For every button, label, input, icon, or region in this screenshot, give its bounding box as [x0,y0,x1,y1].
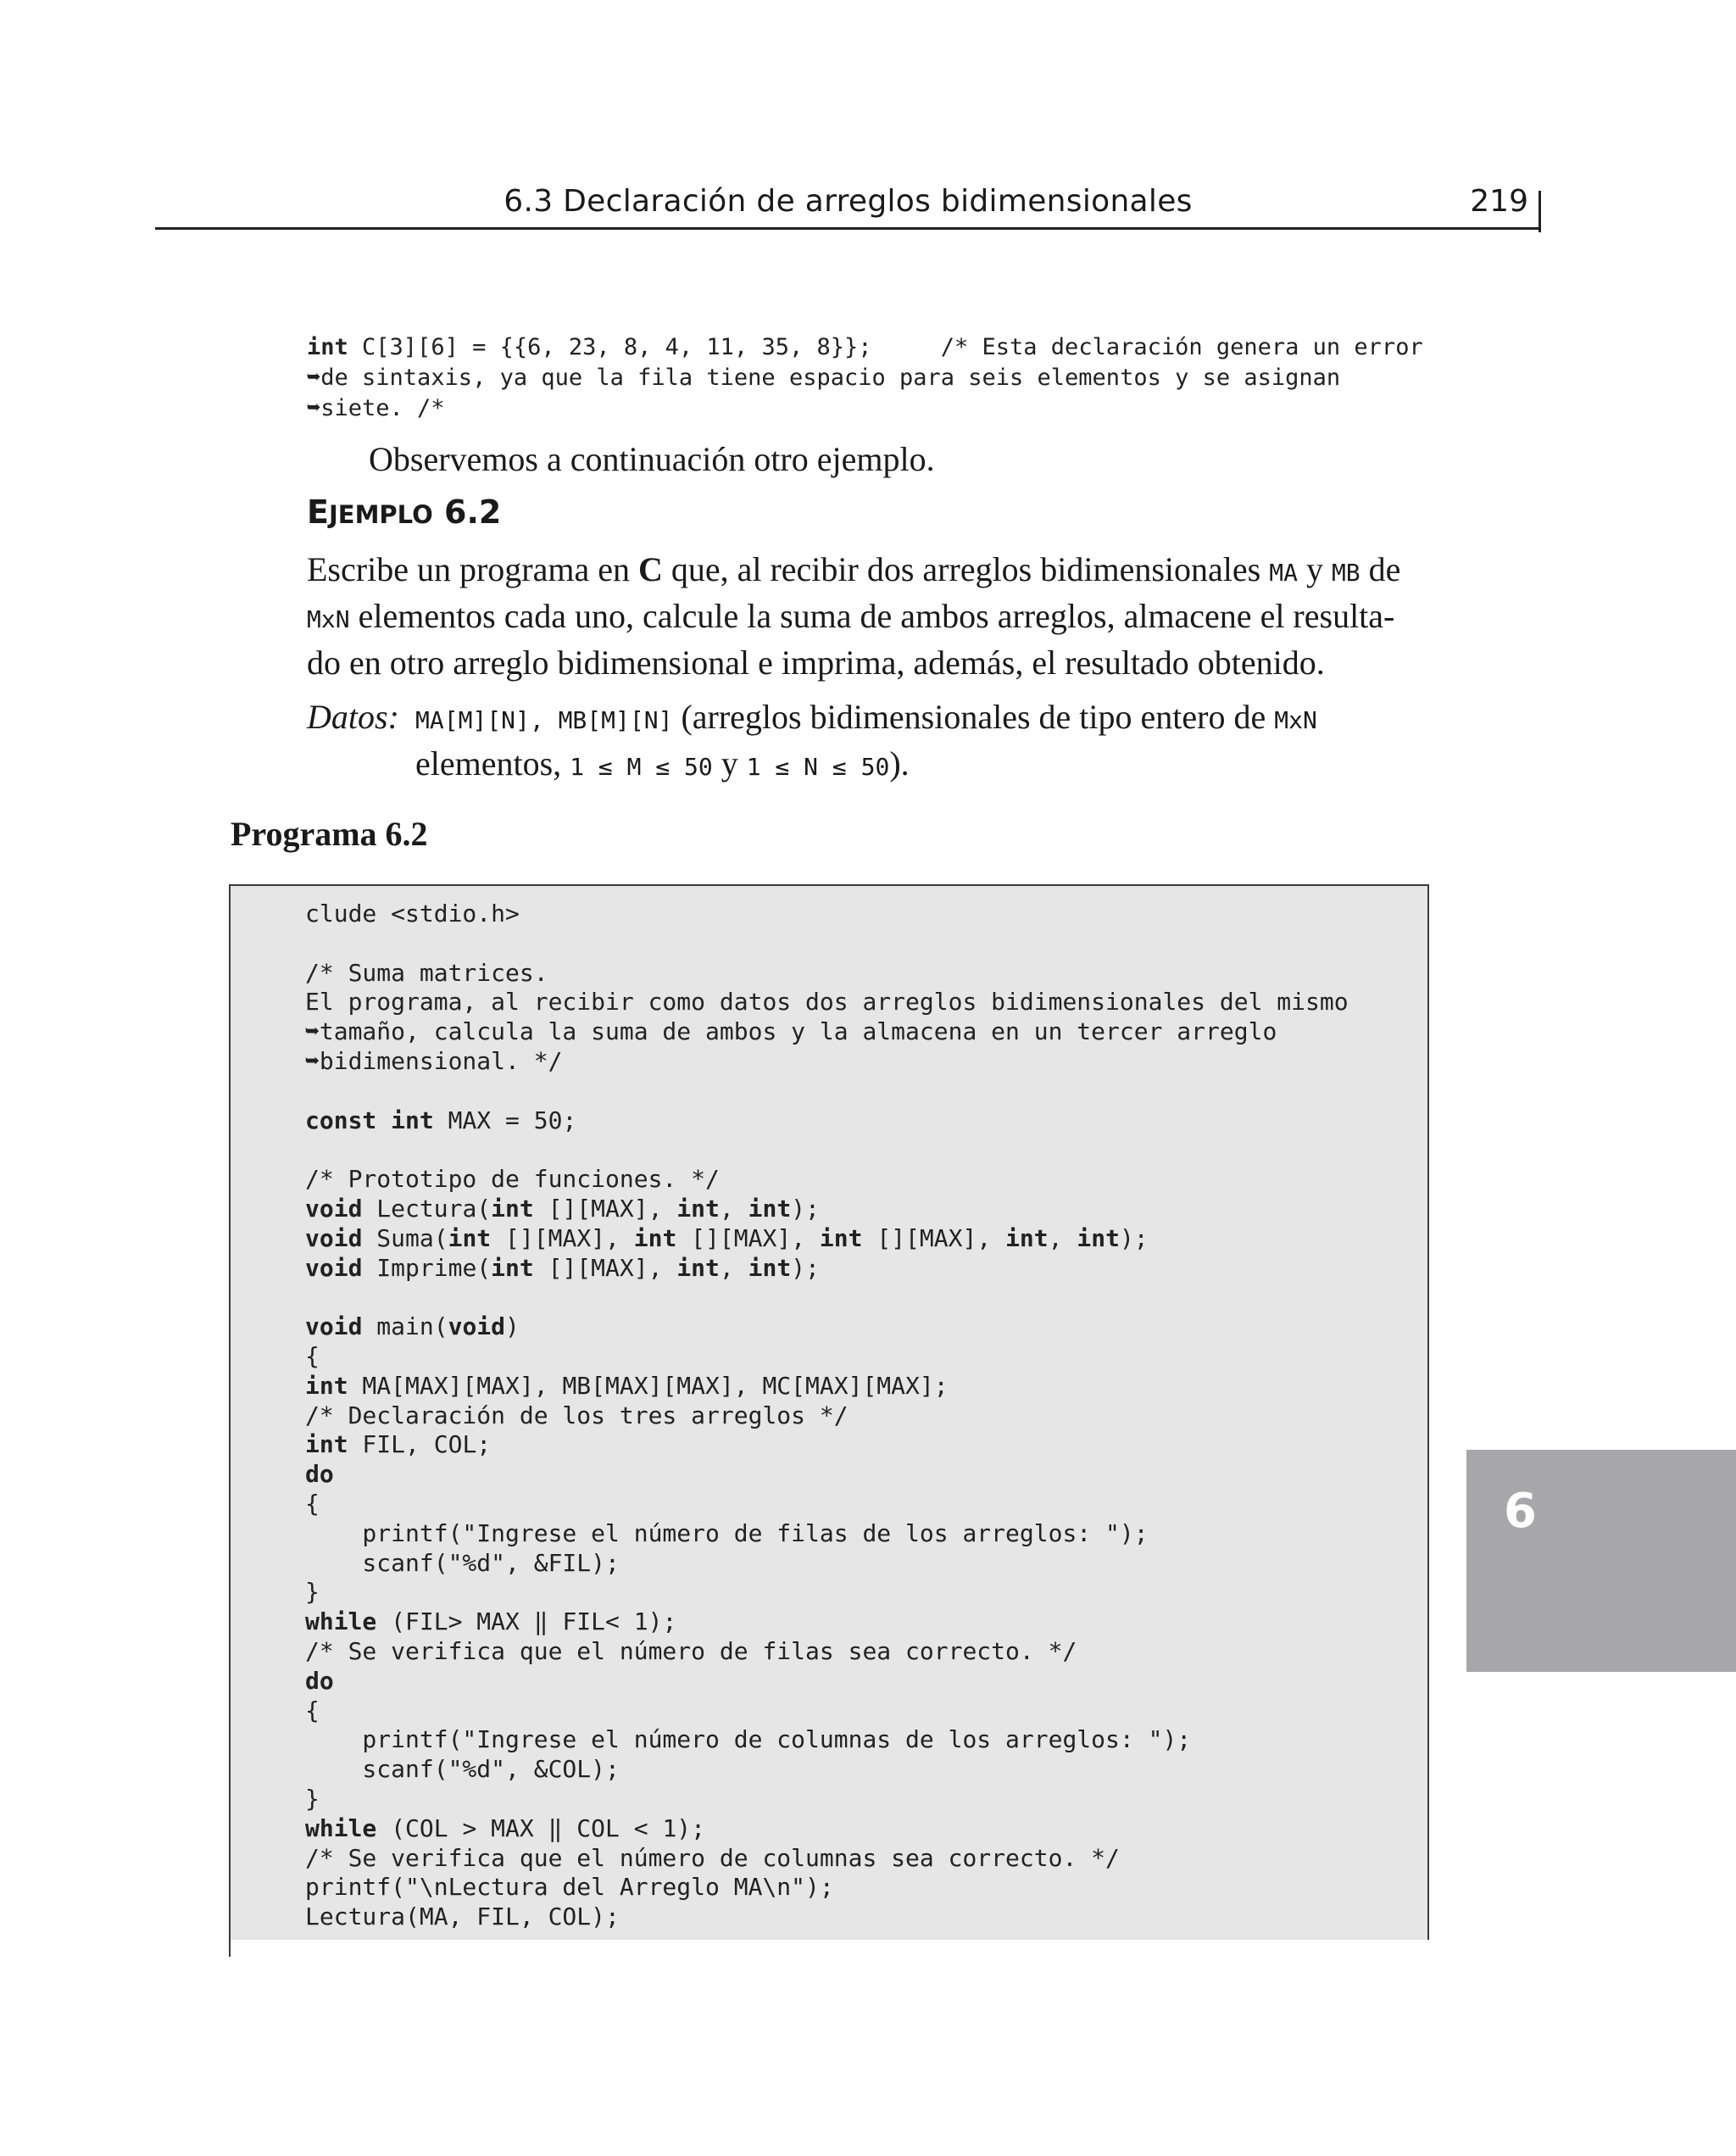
code-line: int FIL, COL; [305,1430,492,1459]
code-line: El programa, al recibir como datos dos arreglos bidimensionales del mismo [305,988,1349,1017]
datos-text: y [712,744,747,783]
code-line: const int MAX = 50; [305,1106,577,1134]
code-line: /* Se verifica que el número de columnas sea correcto. */ [305,1843,1120,1872]
code-line [305,1077,1349,1106]
code-line: /* Suma matrices. [305,958,548,987]
code-line: scanf("%d", &FIL); [305,1548,620,1577]
code-line [307,332,1434,363]
program-code-box [229,884,1429,1940]
code-box-tail [229,1940,231,1957]
code-line: { [305,1696,320,1724]
datos-arrays: MA[M][N], MB[M][N] [415,706,673,734]
code-line: ➥tamaño, calcula la suma de ambos y la almacena en un tercer arreglo [305,1017,1277,1046]
datos-text: elementos, [415,744,570,783]
code-line: void main(void) [305,1312,520,1341]
code-line: do [305,1666,334,1695]
condition-n: 1 ≤ N ≤ 50 [746,753,890,781]
statement-text: Escribe un programa en [307,550,638,588]
header-tick [1538,191,1541,232]
statement-text: y [1297,550,1332,588]
statement-text: de [1360,550,1401,588]
code-line: void Imprime(int [][MAX], int, int); [305,1253,820,1282]
running-header [155,174,1541,230]
code-line [305,1283,1349,1312]
array-name-ma: MA [1269,559,1298,587]
code-line: scanf("%d", &COL); [305,1755,620,1784]
code-line: { [305,1341,320,1370]
code-line: void Lectura(int [][MAX], int, int); [305,1194,820,1223]
code-line: void Suma(int [][MAX], int [][MAX], int [][MAX], int, int); [305,1223,1149,1252]
code-line: int MA[MAX][MAX], MB[MAX][MAX], MC[MAX][MAX]; [305,1371,949,1400]
heading-number: 6.2 [432,493,502,531]
datos-text: (arreglos bidimensionales de tipo entero de [672,698,1275,736]
heading-initial: E [307,493,329,531]
statement-text: que, al recibir dos arreglos bidimensionales [662,550,1270,588]
chapter-number: 6 [1504,1484,1537,1539]
code-line: } [305,1578,320,1607]
code-line: /* Se verifica que el número de filas sea correcto. */ [305,1636,1077,1665]
language-name: C [637,550,663,588]
code-line: printf("\nLectura del Arreglo MA\n"); [305,1873,834,1902]
page-number: 219 [1470,184,1528,219]
code-line: } [305,1784,320,1813]
code-line: Lectura(MA, FIL, COL); [305,1903,620,1931]
program-code-lines [305,900,1349,1932]
datos-block [307,695,1434,788]
datos-label: Datos: [307,698,399,736]
code-line: /* Prototipo de funciones. */ [305,1165,720,1194]
code-line [305,1135,1349,1165]
code-line: /* Declaración de los tres arreglos */ [305,1401,849,1429]
code-line: printf("Ingrese el número de filas de los arreglos: "); [305,1518,1149,1547]
code-line: while (COL > MAX ‖ COL < 1); [305,1813,706,1842]
code-keyword: int [307,334,348,360]
code-line: printf("Ingrese el número de columnas de los arreglos: "); [305,1725,1192,1754]
code-line: do [305,1460,334,1489]
statement-text: do en otro arreglo bidimensional e imprima, además, el resultado obtenido. [307,643,1325,682]
top-code-snippet [307,332,1434,424]
example-heading [307,493,501,531]
program-label: Programa 6.2 [231,815,428,853]
dimension-mxn: MxN [307,605,350,633]
code-line: { [305,1489,320,1518]
intro-paragraph: Observemos a continuación otro ejemplo. [369,440,935,478]
section-title: 6.3 Declaración de arreglos bidimensionales [504,184,1193,219]
datos-text: ). [889,744,910,783]
array-name-mb: MB [1331,559,1360,587]
statement-text: elementos cada uno, calcule la suma de ambos arreglos, almacene el resulta- [349,597,1395,635]
code-line: ➥de sintaxis, ya que la fila tiene espacio para seis elementos y se asignan [307,365,1341,391]
example-statement [307,548,1434,684]
code-line [305,929,1349,959]
header-rule [155,227,1541,230]
condition-m: 1 ≤ M ≤ 50 [570,753,713,781]
code-line: clude <stdio.h> [305,900,520,928]
code-line: ➥siete. /* [307,395,445,421]
code-line: ➥bidimensional. */ [305,1046,563,1075]
heading-small-caps: JEMPLO [328,500,433,529]
dimension-mxn: MxN [1274,706,1317,734]
code-text: C[3][6] = {{6, 23, 8, 4, 11, 35, 8}}; /* Esta declaración genera un error [348,334,1423,360]
chapter-tab [1466,1450,1736,1672]
code-line: while (FIL> MAX ‖ FIL< 1); [305,1607,677,1636]
